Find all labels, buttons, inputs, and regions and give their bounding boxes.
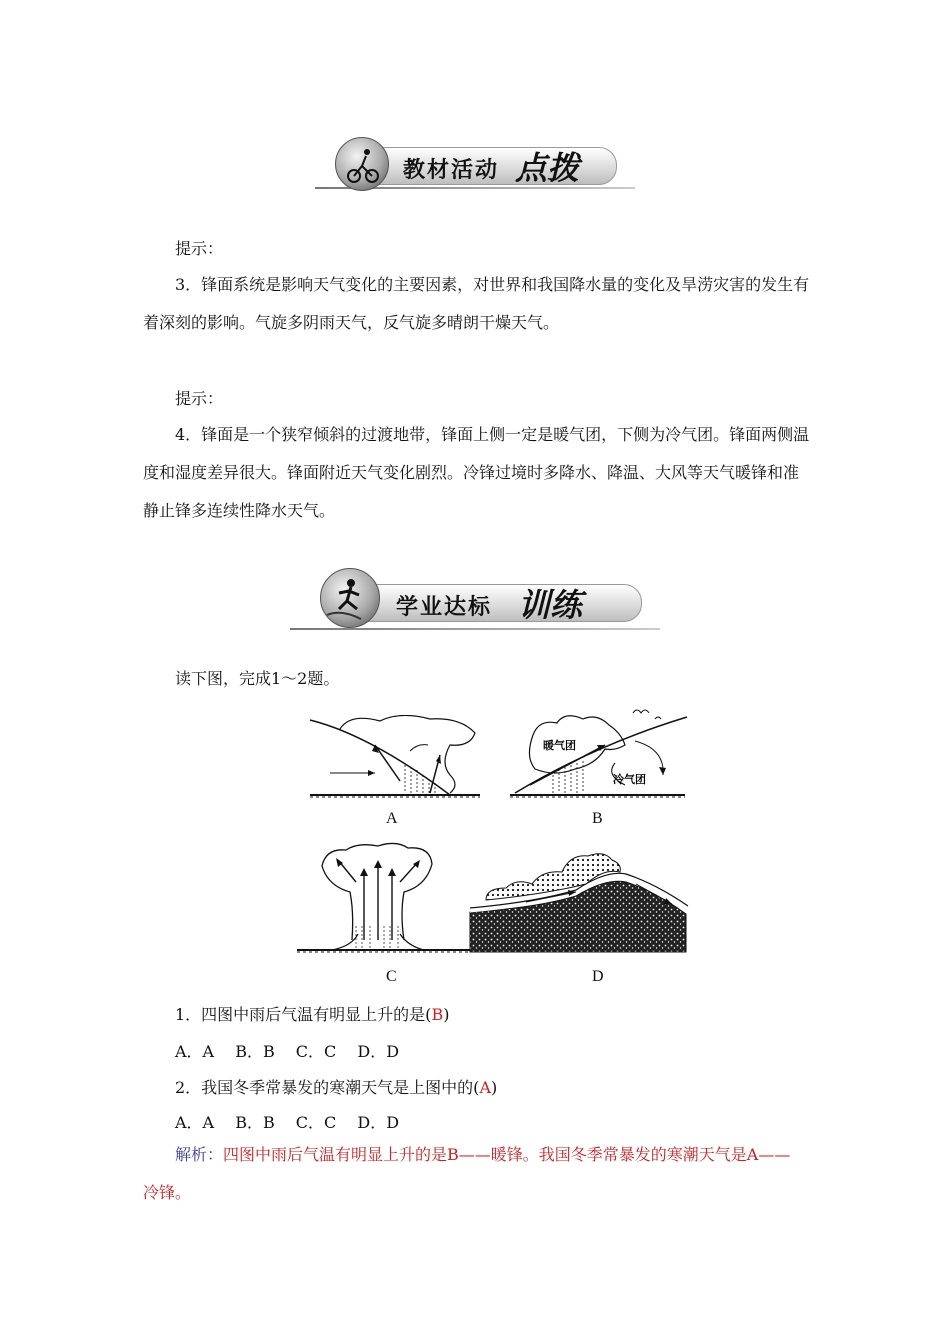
banner-title-part1: 学业达标	[396, 594, 493, 620]
question-1-options: A．A B．B C．C D．D	[175, 1042, 400, 1061]
question-1-stem: 1．四图中雨后气温有明显上升的是(	[175, 1005, 432, 1024]
hint-label-1: 提示：	[175, 239, 224, 258]
question-2-stem: 2．我国冬季常暴发的寒潮天气是上图中的(	[175, 1078, 480, 1097]
analysis-paragraph	[143, 1136, 803, 1212]
question-2-close: )	[491, 1078, 498, 1097]
cyclist-photo-icon	[335, 137, 389, 191]
question-2	[175, 1075, 497, 1098]
question-2-options: A．A B．B C．C D．D	[175, 1113, 400, 1132]
cold-airmass-label: 冷气团	[613, 773, 646, 786]
figure-c-convection	[292, 842, 492, 957]
question-1-close: )	[443, 1005, 450, 1024]
banner-title-part1: 教材活动	[403, 157, 500, 183]
figure-b-caption: B	[592, 810, 603, 827]
question-1-answer: B	[431, 1005, 444, 1024]
paragraph-4: 4．锋面是一个狭窄倾斜的过渡地带，锋面上侧一定是暖气团，下侧为冷气团。锋面两侧温度和湿度差异很大。锋面附近天气变化剧烈。冷锋过境时多降水、降温、大风等天气暖锋和准静止锋多连续性降水天气。	[143, 425, 810, 520]
figure-b-warm-front	[505, 705, 690, 805]
banner-title-part2: 点拨	[515, 149, 580, 187]
figure-a-cold-front	[300, 715, 490, 805]
question-intro: 读下图，完成1～2题。	[175, 669, 340, 688]
banner-textbook-activity	[315, 135, 635, 195]
banner-title-part2: 训练	[518, 586, 583, 624]
question-1	[175, 1002, 449, 1025]
paragraph-3: 3．锋面系统是影响天气变化的主要因素，对世界和我国降水量的变化及旱涝灾害的发生有着深刻的影响。气旋多阴雨天气，反气旋多晴朗干燥天气。	[143, 275, 810, 332]
figure-d-caption: D	[592, 968, 604, 985]
figure-c-caption: C	[386, 968, 397, 985]
question-2-answer: A	[479, 1078, 491, 1097]
banner-academic-training	[290, 568, 660, 634]
analysis-text: 四图中雨后气温有明显上升的是B——暖锋。我国冬季常暴发的寒潮天气是A——冷锋。	[143, 1145, 791, 1202]
analysis-label: 解析：	[175, 1145, 224, 1164]
hint-label-2: 提示：	[175, 389, 224, 408]
figure-a-caption: A	[386, 810, 398, 827]
runner-photo-icon	[320, 568, 380, 628]
figure-d-stationary-front	[466, 848, 691, 958]
warm-airmass-label: 暖气团	[543, 739, 576, 752]
